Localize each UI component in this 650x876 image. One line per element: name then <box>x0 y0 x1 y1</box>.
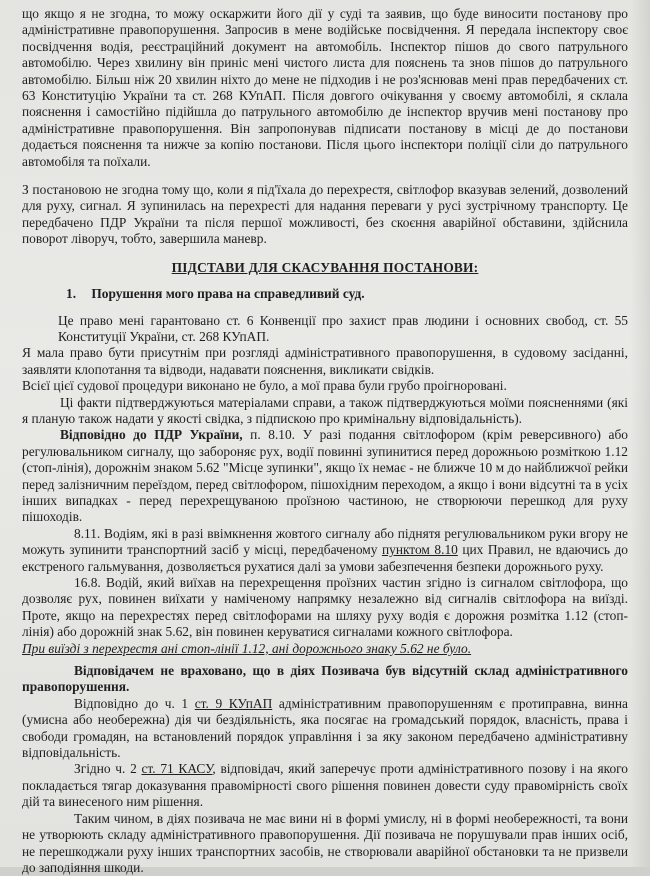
link-pdr-8-10[interactable]: пунктом 8.10 <box>381 542 458 558</box>
paragraph-kupap-art-9 <box>22 696 628 762</box>
paragraph-right-guarantee: Це право мені гарантовано ст. 6 Конвенції про захист прав людини і основних свобод, ст. 55 Конституції України, ст. 268 КУпАП. <box>58 312 628 344</box>
kupap-text-a: Відповідно до ч. 1 <box>74 695 195 711</box>
paragraph-pdr-16-8: 16.8. Водій, який виїхав на перехрещення проїзних частин згідно із сигналом світлофора, що дозволяє рух, повинен виїхати у наміченому напрямку незалежно від сигналів світлофора на виїзді. Проте, якщо на перехрестях перед світлофорами на шляху руху водія є дорожня розмітка 1.12 (стоп-лінія) або дорожній знак 5.62, він повинен керуватися сигналами кожного світлофора. <box>22 575 628 640</box>
link-kasu-art-71[interactable]: ст. 71 КАСУ <box>141 761 213 777</box>
paragraph-facts-confirmed: Ці факти підтверджуються матеріалами справи, а також підтверджуються моїми поясненнями (які я планую також надати у якості свідка, з підпискою про кримінальну відповідальність). <box>22 394 628 426</box>
section-1-title <box>66 286 628 302</box>
paragraph-procedure-ignored: Всієї цієї судової процедури виконано не було, а мої права були грубо проігноровані. <box>22 378 507 394</box>
pdr-8-10-text: п. 8.10. У разі подання світлофором (крім реверсивного) або регулювальником сигналу, що забороняє рух, водії повинні зупинитися перед дорожньою розміткою 1.12 (стоп-лінія), дорожнім знаком 5.62 "Місце зупинки", якщо їх немає - не ближче 10 м до найближчої рейки перед залізничним переїздом, перед світлофором, пішохідним переходом, а якщо і вони відсутні та в усіх інших випадках - перед перехрещуваною проїзною частиною, не створюючи перешкод для руху пішоходів. <box>22 427 628 525</box>
section-heading: ПІДСТАВИ ДЛЯ СКАСУВАННЯ ПОСТАНОВИ: <box>171 259 479 275</box>
paragraph-conclusion: Таким чином, в діях позивача не має вини ні в формі умислу, ні в формі необережності, та вони не утворюють складу адміністративного правопорушення. Дії позивача не порушували прав інших осіб, не перешкоджали руху інших транспортних засобів, не створювали аварійної обстановки та не призвели до заподіяння шкоди. <box>22 810 628 875</box>
pdr-8-11-text-a: 8.11. Водіям, які в разі ввімкнення жовтого сигналу або піднятя регулювальником руки вгору не можуть зупинити транспортний засіб у місці, передбаченому <box>22 525 628 558</box>
kasu-text-a: Згідно ч. 2 <box>74 761 142 777</box>
kupap-text-b: адміністративним правопорушенням є протиправна, винна (умисна або необережна) дія чи бездіяльність, яка посягає на громадський порядок, власність, права і свободи громадян, на встановлений порядок управління і за яку законом передбачено адміністративну відповідальність. <box>22 695 628 761</box>
kasu-text-b: , відповідач, який заперечує проти адміністративного позову і на якого покладається тягар доказування правомірності свого рішення повинен довести суду правомірність своїх дій та винесеного ним рішення. <box>22 761 628 810</box>
section-title: Порушення мого права на справедливий суд. <box>91 286 365 302</box>
paragraph-disagreement: З постановою не згодна тому що, коли я під'їхала до перехрестя, світлофор вказував зелений, дозволений для руху, сигнал. Я зупинилась на перехресті для надання переваги у русі зустрічному транспорту. Це передбачено ПДР України та після першої можливості, без скоєння аварійної обставини, здійснила поворот ліворуч, тобто, завершила маневр. <box>22 182 628 247</box>
section-number: 1. <box>66 286 77 302</box>
paragraph-defendant-not-considered: Відповідачем не враховано, що в діях Позивача був відсутній склад адміністративного правопорушення. <box>22 663 628 695</box>
paragraph-intro: що якщо я не згодна, то можу оскаржити його дії у суді та заявив, що буде виносити постанову про адміністративне правопорушення. Запросив в мене водійське посвідчення. Я передала інспектору своє посвідчення водія, реєстраційний документ на автомобіль. Інспектор пішов до свого патрульного автомобілю. Через хвилину він приніс мені чистого листа для пояснень та знов пішов до патрульного автомобілю. Більш ніж 20 хвилин ніхто до мене не підходив і не роз'яснював мені прав передбачених ст. 63 Конституцію України та ст. 268 КУпАП. Після довгого очікування у своєму автомобілі, я склала пояснення і самостійно підійшла до патрульного автомобілю де інспектор вручив мені постанову про адміністративне правопорушення. Він запропонував підписати постанову в місці де до постанови додається пояснення та нижче за копію постанови. Після цього інспектори поліції сіли до патрульного автомобіля та поїхали. <box>22 6 628 169</box>
paragraph-rights-list: Я мала право бути присутнім при розгляді адміністративного правопорушення, в судовому засіданні, заявляти клопотання та відводи, надавати пояснення, викликати свідків. <box>22 345 628 377</box>
paragraph-no-stop-line: При виїзді з перехрестя ані стоп-лінії 1.12, ані дорожнього знаку 5.62 не було. <box>22 640 472 656</box>
pdr-8-11-text-b: цих Правил, не вдаючись до екстреного гальмування, дозволяється рухатися далі за умови забезпечення безпеки дорожнього руху. <box>22 542 629 574</box>
paragraph-kasu-art-71 <box>22 761 628 810</box>
link-kupap-art-9[interactable]: ст. 9 КУпАП <box>194 695 273 711</box>
paragraph-pdr-8-10 <box>22 427 628 525</box>
pdr-reference: Відповідно до ПДР України, <box>60 427 243 443</box>
paragraph-pdr-8-11 <box>22 526 628 575</box>
